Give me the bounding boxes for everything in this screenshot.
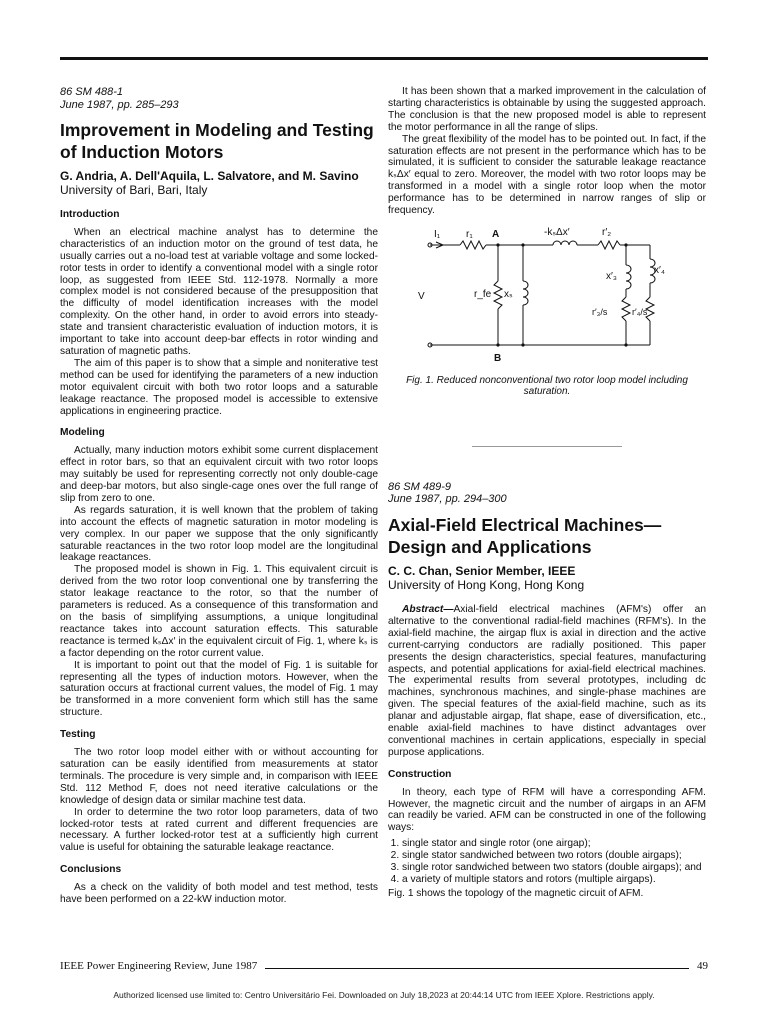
left-column xyxy=(60,86,378,906)
continued-paragraph: It has been shown that a marked improvement in the calculation of starting characteristics is obtainable by using the suggested approach. The conclusion is that the new proposed model is able to represent the motor performance in all the range of slips. xyxy=(388,86,706,133)
label-rfe: r_fe xyxy=(474,288,492,300)
modeling-paragraph: As regards saturation, it is well known that the problem of taking into account the effects of magnetic saturation in motor modeling is very complex. In our paper we suppose that the only significantly saturable reactances in the two rotor loop model are the longitudinal leakage reactances. xyxy=(60,504,378,564)
modeling-heading: Modeling xyxy=(60,427,105,439)
testing-heading: Testing xyxy=(60,729,96,741)
conclusions-heading: Conclusions xyxy=(60,864,122,876)
paper1-ref-id: 86 SM 488-1 xyxy=(60,86,123,98)
paper2-ref-date: June 1987, pp. 294–300 xyxy=(388,493,507,506)
label-r2: r′₂ xyxy=(602,226,612,238)
conclusions-paragraph: As a check on the validity of both model and test method, tests have been performed on a 22-kW induction motor. xyxy=(60,882,378,906)
label-node-b: B xyxy=(494,352,502,364)
label-x3: x′₃ xyxy=(606,270,617,282)
label-ks: -kₛΔx′ xyxy=(544,226,570,238)
journal-name: IEEE Power Engineering Review, June 1987 xyxy=(60,960,258,972)
construction-heading: Construction xyxy=(388,768,452,780)
intro-paragraph: The aim of this paper is to show that a simple and noniterative test method can be used for identifying the parameters of a new induction motor equivalent circuit with both two rotor loops and a saturable leakage reactance. The proposed model is accessible to extensive applications in engineering practice. xyxy=(60,357,378,417)
continued-paragraph: The great flexibility of the model has to be pointed out. In fact, if the saturation effects are not present in the performance which has to be simulated, it is sufficient to consider the saturable leakage reactance kₛΔx′ equal to zero. Moreover, the model with two rotor loops may be transformed in a model with a single rotor loop when the motor performance has to be determined in narrow ranges of slip or frequency. xyxy=(388,133,706,217)
label-r1: r₁ xyxy=(466,228,473,240)
label-v: V xyxy=(418,290,425,302)
label-r4s: r′₄/s xyxy=(632,306,648,317)
label-i1: I₁ xyxy=(434,228,441,240)
page-number: 49 xyxy=(697,960,708,972)
testing-paragraph: The two rotor loop model either with or without accounting for saturation can be easily identified from measurements at stator terminals. The procedure is very simple and, in comparison with IEEE Std. 112 Method F, does not need iterative calculations or the knowledge of design data or similar machine test data. xyxy=(60,747,378,806)
paper1-authors: G. Andria, A. Dell'Aquila, L. Salvatore, and M. Savino xyxy=(60,169,359,183)
list-item: 4. a variety of multiple stators and rotors (multiple airgaps). xyxy=(402,874,706,886)
modeling-paragraph: Actually, many induction motors exhibit some current displacement effect in rotor bars, so that an equivalent circuit with two rotor loops may suitably be used for representing correctly not only double-cage and deep-bar motors, but also single-cage ones over the full range of slip from zero to one. xyxy=(60,445,378,504)
construction-list xyxy=(388,838,706,886)
modeling-paragraph: The proposed model is shown in Fig. 1. This equivalent circuit is derived from the two rotor loop conventional one by transferring the stator leakage reactance to the rotor, so that the number of parameters is reduced. As a consequence of this transformation and on the basis of simplifying assumptions, a unique longitudinal reactance takes into account saturation effects. This saturable reactance is termed kₛΔx′ in the equivalent circuit of Fig. 1, where kₛ is a factor depending on the rotor current value. xyxy=(60,564,378,659)
paper2-title: Axial-Field Electrical Machines—Design and Applications xyxy=(388,514,662,557)
paper1-ref-date: June 1987, pp. 285–293 xyxy=(60,98,179,111)
abstract-paragraph xyxy=(388,604,706,759)
list-item: 1. single stator and single rotor (one airgap); xyxy=(402,838,706,850)
footer-rule xyxy=(265,968,689,969)
label-node-a: A xyxy=(492,228,500,240)
label-x4: x′₄ xyxy=(654,264,665,276)
intro-paragraph: When an electrical machine analyst has to determine the characteristics of an induction motor on the ground of test data, he usually carries out a no-load test at variable voltage and some locked-rotor tests in order to identify a conventional model with a single rotor loop, as suggested from IEEE Std. 112-1978. Normally a more complex model is not considered because of the presupposition that the difficulty of model identification increases with the model complexity. On the other hand, in order to avoid errors into steady-state and transient characteristic evaluation of induction motors, it is important to take into account deep-bar effects in rotor winding and saturation of magnetic paths. xyxy=(60,226,378,357)
construction-paragraph: In theory, each type of RFM will have a corresponding AFM. However, the magnetic circuit and the number of airgaps in an AFM can readily be varied. AFM can be constructed in one of the following ways: xyxy=(388,786,706,834)
label-xs: xₛ xyxy=(504,288,513,300)
testing-paragraph: In order to determine the two rotor loop parameters, data of two locked-rotor tests at rated current and different frequencies are necessary. A further locked-rotor test at a sufficiently high current value is useful for obtaining the saturable leakage reactance. xyxy=(60,806,378,854)
page-footer xyxy=(60,960,708,972)
introduction-heading: Introduction xyxy=(60,209,120,220)
modeling-paragraph: It is important to point out that the model of Fig. 1 is suitable for representing all the types of induction motors. However, when the saturation occurs at fractional current values, the model of Fig. 1 may be transformed in a more convenient form which still has the same structure. xyxy=(60,659,378,719)
circuit-diagram xyxy=(388,223,706,373)
paper1-affiliation: University of Bari, Bari, Italy xyxy=(60,183,208,197)
construction-paragraph: Fig. 1 shows the topology of the magnetic circuit of AFM. xyxy=(388,887,644,899)
figure-1-caption: Fig. 1. Reduced nonconventional two rotor loop model including saturation. xyxy=(406,374,688,398)
article-separator xyxy=(472,446,622,447)
label-r3s: r′₃/s xyxy=(592,306,608,317)
abstract-label: Abstract— xyxy=(402,603,454,615)
figure-1-circuit xyxy=(388,223,706,373)
right-column xyxy=(388,86,706,900)
list-item: 2. single stator sandwiched between two rotors (double airgaps); xyxy=(402,850,706,862)
authorized-use-notice: Authorized licensed use limited to: Centro Universitário Fei. Downloaded on July 18,2023 at 20:44:14 UTC from IEEE Xplore. Restrictions apply. xyxy=(113,990,655,1000)
list-item: 3. single rotor sandwiched between two stators (double airgaps); and xyxy=(402,862,706,874)
top-rule xyxy=(60,57,708,60)
paper2-ref-id: 86 SM 489-9 xyxy=(388,480,451,493)
paper2-authors: C. C. Chan, Senior Member, IEEE xyxy=(388,563,576,578)
paper2-affiliation: University of Hong Kong, Hong Kong xyxy=(388,577,585,592)
abstract-text: Axial-field electrical machines (AFM's) offer an alternative to the conventional radial-field machines (RFM's). In the axial-field machine, the airgap flux is axial in direction and the active current-carrying conductors are radially positioned. This paper presents the design characteristics, special features, manufacturing aspects, and potential applications for axial-field electrical machines. The experimental results from several prototypes, including dc machines, synchronous machines, and single-phase machines are given. The special features of the axial-field machine, such as its planar and adjustable airgap, flat shape, ease of diversification, etc., enable axial-field machines to have distinct advantages over conventional machines in certain applications, especially in special purpose applications. xyxy=(388,603,706,758)
paper1-title: Improvement in Modeling and Testing of Induction Motors xyxy=(60,120,374,162)
